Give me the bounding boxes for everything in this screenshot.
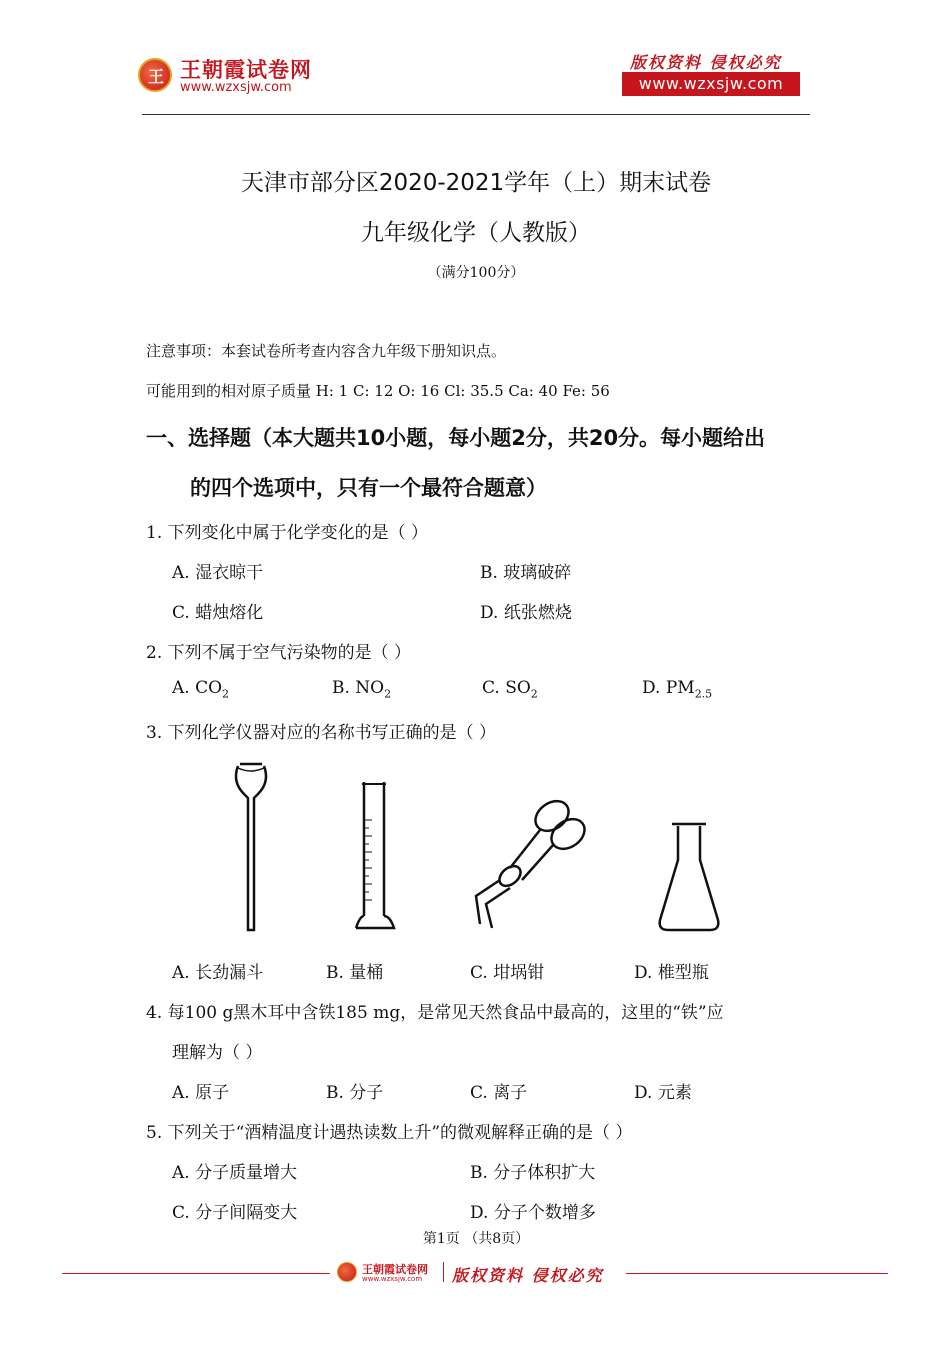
- brand-logo-icon: [138, 58, 172, 92]
- question-5-option-c: C. 分子间隔变大: [172, 1203, 298, 1223]
- exam-title: 天津市部分区2020-2021学年（上）期末试卷: [240, 170, 712, 196]
- question-3-option-d: D. 椎型瓶: [634, 963, 709, 983]
- atomic-mass-text: 可能用到的相对原子质量 H: 1 C: 12 O: 16 Cl: 35.5 Ca: 40 Fe: 56: [146, 382, 610, 400]
- question-3-stem: 3. 下列化学仪器对应的名称书写正确的是（ ）: [146, 723, 497, 743]
- question-4-option-b: B. 分子: [326, 1083, 384, 1103]
- question-2-option-c: C. $SO_2$: [482, 678, 538, 701]
- footer-divider-left: [62, 1273, 330, 1274]
- section-heading-cont: 的四个选项中，只有一个最符合题意）: [190, 476, 547, 500]
- question-5-option-d: D. 分子个数增多: [470, 1203, 596, 1223]
- question-5-option-a: A. 分子质量增大: [172, 1163, 298, 1183]
- footer-divider-right: [626, 1273, 888, 1274]
- question-4-option-d: D. 元素: [634, 1083, 692, 1103]
- copyright-notice: 版权资料 侵权必究: [630, 53, 782, 72]
- question-1-option-a: A. 湿衣晾干: [172, 563, 264, 583]
- question-4-option-a: A. 原子: [172, 1083, 230, 1103]
- site-url-banner: www.wzxsjw.com: [622, 72, 800, 96]
- question-3-option-b: B. 量桶: [326, 963, 384, 983]
- long-neck-funnel-illustration: [226, 760, 276, 934]
- question-4-option-c: C. 离子: [470, 1083, 528, 1103]
- question-5-option-b: B. 分子体积扩大: [470, 1163, 596, 1183]
- notice-text: 注意事项：本套试卷所考查内容含九年级下册知识点。: [146, 342, 507, 360]
- question-4-stem: 4. 每100 g黑木耳中含铁185 mg，是常见天然食品中最高的，这里的“铁”应: [146, 1003, 724, 1023]
- question-1-stem: 1. 下列变化中属于化学变化的是（ ）: [146, 523, 429, 543]
- graduated-cylinder-illustration: [350, 780, 400, 934]
- brand-name: 王朝霞试卷网: [180, 58, 312, 82]
- question-2-stem: 2. 下列不属于空气污染物的是（ ）: [146, 643, 412, 663]
- exam-score: （满分100分）: [427, 265, 525, 281]
- question-2-option-d: D. $PM_{2.5}$: [642, 678, 713, 701]
- page-number: 第1页 （共8页）: [422, 1231, 530, 1247]
- footer-brand-name: 王朝霞试卷网: [362, 1263, 428, 1276]
- header-divider: [142, 114, 810, 115]
- question-1-option-b: B. 玻璃破碎: [480, 563, 572, 583]
- exam-subject: 九年级化学（人教版）: [361, 220, 591, 246]
- section-heading: 一、选择题（本大题共10小题，每小题2分，共20分。每小题给出: [146, 426, 766, 450]
- question-2-option-a: A. $CO_2$: [172, 678, 230, 701]
- question-3-option-c: C. 坩埚钳: [470, 963, 545, 983]
- footer-separator: [443, 1262, 444, 1282]
- question-5-stem: 5. 下列关于“酒精温度计遇热读数上升”的微观解释正确的是（ ）: [146, 1123, 633, 1143]
- question-3-option-a: A. 长劲漏斗: [172, 963, 264, 983]
- question-4-stem-cont: 理解为（ ）: [172, 1043, 263, 1063]
- question-1-option-c: C. 蜡烛熔化: [172, 603, 264, 623]
- footer-brand-url: www.wzxsjw.com: [362, 1275, 423, 1283]
- footer-copyright: 版权资料 侵权必究: [452, 1266, 604, 1285]
- brand-url: www.wzxsjw.com: [180, 80, 292, 95]
- question-1-option-d: D. 纸张燃烧: [480, 603, 572, 623]
- footer-logo-icon: [337, 1262, 357, 1282]
- crucible-tongs-illustration: [470, 796, 588, 930]
- question-2-option-b: B. $NO_2$: [332, 678, 392, 701]
- conical-flask-illustration: [654, 820, 724, 934]
